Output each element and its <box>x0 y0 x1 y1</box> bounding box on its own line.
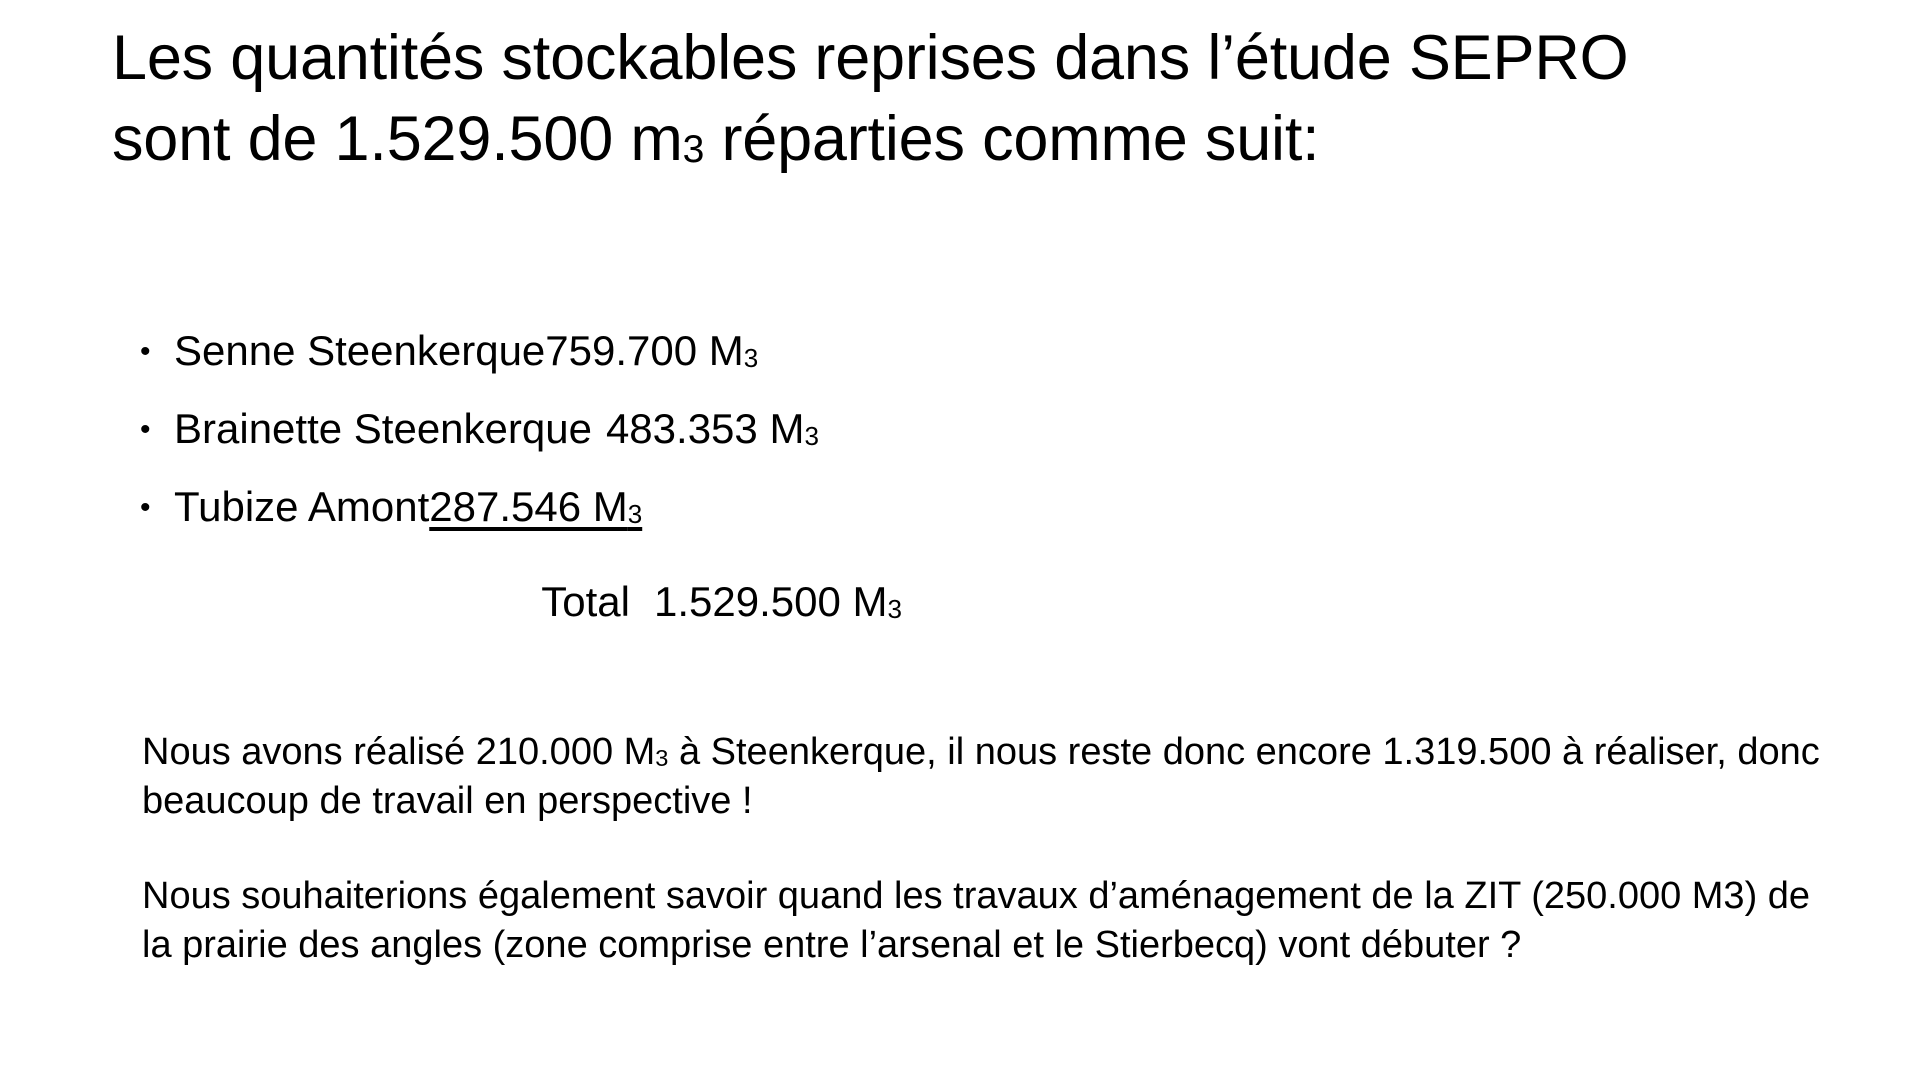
total-row <box>140 578 1240 626</box>
page-title <box>112 18 1832 179</box>
paragraph-question: Nous souhaiterions également savoir quand les travaux d’aménagement de la ZIT (250.000 M3) de la prairie des angles (zone comprise entre l’arsenal et le Stierbecq) vont débuter ? <box>142 875 1811 967</box>
total-value-number: 1.529.500 M <box>654 578 888 625</box>
bullet-icon: • <box>140 335 151 368</box>
bullet-icon: • <box>140 491 151 524</box>
title-cubic-exponent: 3 <box>682 128 705 172</box>
list-item-value <box>592 405 819 452</box>
list-item-value-exponent: 3 <box>743 342 759 373</box>
total-value <box>654 578 902 626</box>
paragraph-progress-exponent: 3 <box>655 744 669 771</box>
total-value-exponent: 3 <box>887 593 902 624</box>
list-item <box>140 327 1240 374</box>
list-item-label: Tubize Amont <box>174 483 430 530</box>
list-item-value-number: 759.700 M <box>545 327 744 374</box>
list-item-label: Brainette Steenkerque <box>174 405 592 452</box>
paragraph-progress-suffix: à Steenkerque, il nous reste donc encore 1.319.500 à réaliser, donc beaucoup de travail en perspective ! <box>142 731 1820 823</box>
title-line-2-prefix: sont de 1.529.500 m <box>112 103 683 174</box>
total-label: Total <box>541 578 630 625</box>
list-item <box>140 483 1240 530</box>
list-item-value-number: 483.353 M <box>605 405 805 452</box>
list-item-value-number: 287.546 M <box>429 483 628 530</box>
list-item-value <box>545 327 759 374</box>
bullet-icon: • <box>140 413 151 446</box>
paragraph-progress-prefix: Nous avons réalisé 210.000 M <box>142 731 656 773</box>
list-item <box>140 405 1240 452</box>
list-item-label: Senne Steenkerque <box>174 327 546 374</box>
paragraph-progress <box>142 728 1822 827</box>
list-item-value-exponent: 3 <box>804 420 819 451</box>
list-item-value-exponent: 3 <box>627 498 643 529</box>
quantities-list <box>140 327 1240 564</box>
list-item-value <box>429 483 643 530</box>
title-line-1: Les quantités stockables reprises dans l’étude SEPRO <box>112 23 1629 93</box>
title-line-2-suffix: réparties comme suit: <box>704 103 1320 174</box>
